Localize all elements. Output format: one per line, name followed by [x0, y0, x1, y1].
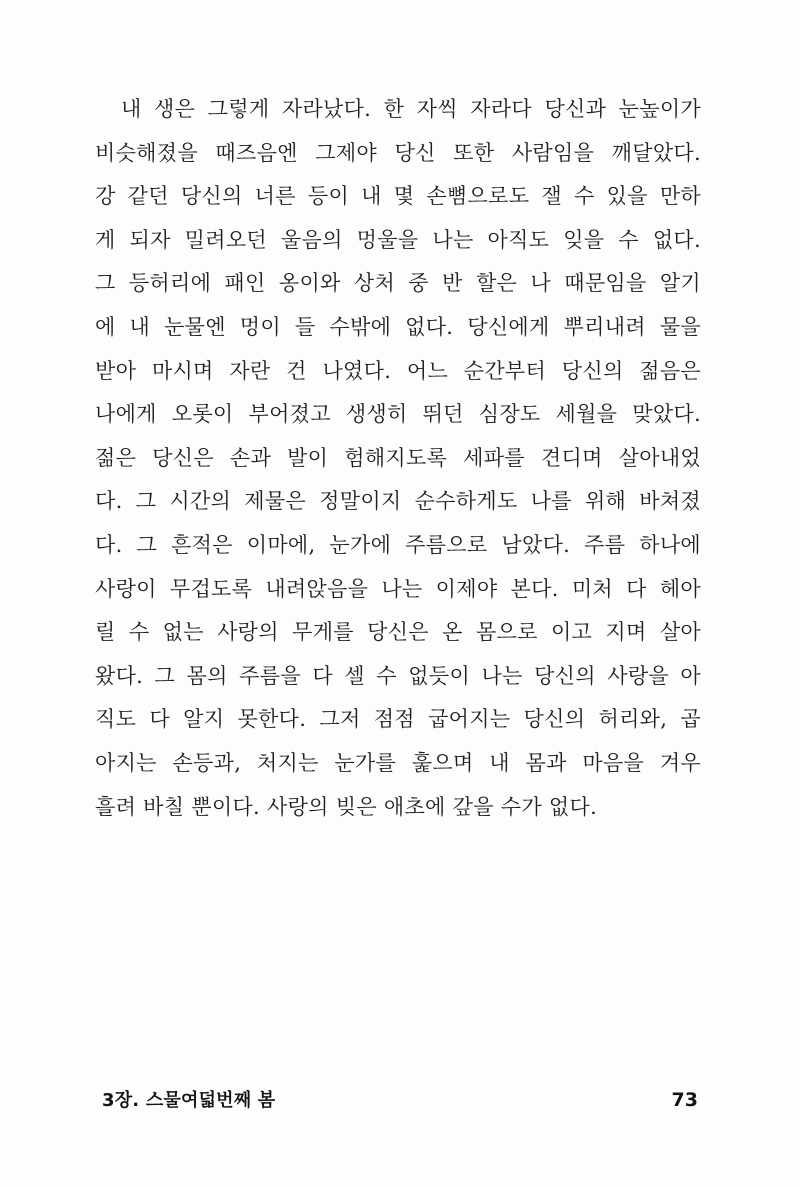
- paragraph-line: 다. 그 흔적은 이마에, 눈가에 주름으로 남았다. 주름 하나에: [95, 532, 701, 557]
- paragraph-line: 흘려 바칠 뿐이다. 사랑의 빚은 애초에 갚을 수가 없다.: [95, 794, 598, 819]
- paragraph-line: 아지는 손등과, 처지는 눈가를 훑으며 내 몸과 마음을 겨우: [95, 750, 701, 775]
- paragraph-line: 게 되자 밀려오던 울음의 멍울을 나는 아직도 잊을 수 없다.: [95, 227, 701, 252]
- paragraph-line: 강 같던 당신의 너른 등이 내 몇 손뼘으로도 잴 수 있을 만하: [95, 184, 701, 209]
- paragraph-line: 그 등허리에 패인 옹이와 상처 중 반 할은 나 때문임을 알기: [95, 271, 701, 296]
- paragraph-line: 젊은 당신은 손과 발이 험해지도록 세파를 견디며 살아내었: [95, 445, 701, 470]
- body-text: [95, 88, 701, 829]
- paragraph-line: 릴 수 없는 사랑의 무게를 당신은 온 몸으로 이고 지며 살아: [95, 620, 701, 645]
- paragraph-line: 에 내 눈물엔 멍이 들 수밖에 없다. 당신에게 뿌리내려 물을: [95, 314, 701, 339]
- paragraph-line: 직도 다 알지 못한다. 그저 점점 굽어지는 당신의 허리와, 곱: [95, 707, 701, 732]
- paragraph-line: 왔다. 그 몸의 주름을 다 셀 수 없듯이 나는 당신의 사랑을 아: [95, 663, 701, 688]
- paragraph-line: 나에게 오롯이 부어졌고 생생히 뛰던 심장도 세월을 맞았다.: [95, 402, 701, 427]
- chapter-title: 3장. 스물여덟번째 봄: [102, 1090, 276, 1111]
- paragraph-line: 받아 마시며 자란 건 나였다. 어느 순간부터 당신의 젊음은: [95, 358, 701, 383]
- page-footer: [102, 1086, 698, 1112]
- paragraph-line: 사랑이 무겁도록 내려앉음을 나는 이제야 본다. 미처 다 헤아: [95, 576, 701, 601]
- paragraph-line: 다. 그 시간의 제물은 정말이지 순수하게도 나를 위해 바쳐졌: [95, 489, 701, 514]
- paragraph-line: 내 생은 그렇게 자라났다. 한 자씩 자라다 당신과 눈높이가: [121, 97, 701, 121]
- page-number: 73: [671, 1089, 698, 1111]
- paragraph-line: 비슷해졌을 때즈음엔 그제야 당신 또한 사람임을 깨달았다.: [95, 140, 701, 165]
